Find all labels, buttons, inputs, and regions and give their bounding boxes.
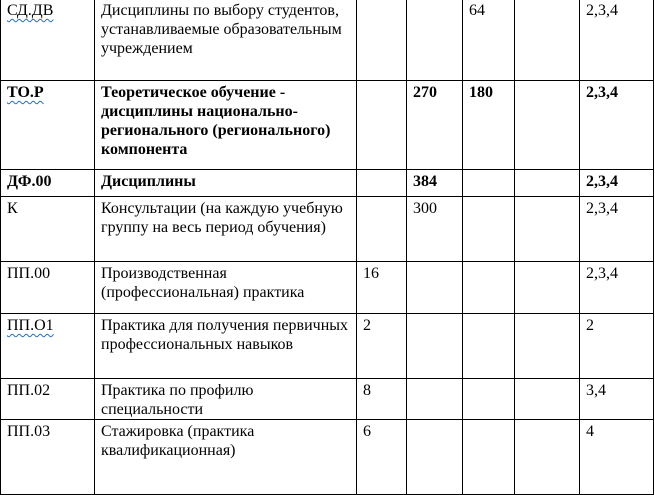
extra-cell — [515, 170, 580, 197]
practice-weeks-cell — [357, 170, 407, 197]
table-row — [1, 379, 654, 420]
semesters-cell: 2 — [580, 314, 654, 379]
table-row — [1, 262, 654, 314]
extra-cell — [515, 81, 580, 170]
code-cell: ПП.00 — [1, 262, 95, 314]
semesters-cell: 2,3,4 — [580, 170, 654, 197]
discipline-name-cell: Дисциплины по выбору студентов, устанавливаемые образовательным учреждением — [95, 0, 357, 81]
semesters-cell: 2,3,4 — [580, 197, 654, 262]
practice-weeks-cell — [357, 81, 407, 170]
extra-cell — [515, 0, 580, 81]
table-row — [1, 81, 654, 170]
extra-cell — [515, 262, 580, 314]
max-load-cell: 384 — [407, 170, 463, 197]
practice-weeks-cell — [357, 197, 407, 262]
extra-cell — [515, 197, 580, 262]
semesters-cell: 4 — [580, 420, 654, 495]
max-load-cell — [407, 262, 463, 314]
required-load-cell — [463, 262, 515, 314]
max-load-cell — [407, 0, 463, 81]
code-cell: СД.ДВ — [1, 0, 95, 81]
required-load-cell — [463, 197, 515, 262]
semesters-cell: 2,3,4 — [580, 262, 654, 314]
discipline-name-cell: Стажировка (практика квалификационная) — [95, 420, 357, 495]
required-load-cell — [463, 420, 515, 495]
code-cell: ПП.О1 — [1, 314, 95, 379]
required-load-cell — [463, 314, 515, 379]
required-load-cell: 64 — [463, 0, 515, 81]
extra-cell — [515, 379, 580, 420]
required-load-cell — [463, 170, 515, 197]
table-row — [1, 197, 654, 262]
discipline-name-cell: Практика для получения первичных профессиональных навыков — [95, 314, 357, 379]
semesters-cell: 2,3,4 — [580, 81, 654, 170]
discipline-name-cell: Практика по профилю специальности — [95, 379, 357, 420]
semesters-cell: 3,4 — [580, 379, 654, 420]
max-load-cell: 300 — [407, 197, 463, 262]
code-cell: ПП.03 — [1, 420, 95, 495]
discipline-name-cell: Производственная (профессиональная) практика — [95, 262, 357, 314]
max-load-cell: 270 — [407, 81, 463, 170]
semesters-cell: 2,3,4 — [580, 0, 654, 81]
discipline-name-cell: Дисциплины — [95, 170, 357, 197]
required-load-cell: 180 — [463, 81, 515, 170]
practice-weeks-cell: 2 — [357, 314, 407, 379]
practice-weeks-cell: 8 — [357, 379, 407, 420]
discipline-name-cell: Теоретическое обучение - дисциплины национально-регионального (регионального) компонента — [95, 81, 357, 170]
max-load-cell — [407, 379, 463, 420]
required-load-cell — [463, 379, 515, 420]
code-cell: ТО.Р — [1, 81, 95, 170]
code-cell: К — [1, 197, 95, 262]
extra-cell — [515, 420, 580, 495]
discipline-name-cell: Консультации (на каждую учебную группу на весь период обучения) — [95, 197, 357, 262]
table-row — [1, 420, 654, 495]
table-row — [1, 170, 654, 197]
extra-cell — [515, 314, 580, 379]
code-cell: ПП.02 — [1, 379, 95, 420]
code-cell: ДФ.00 — [1, 170, 95, 197]
max-load-cell — [407, 314, 463, 379]
practice-weeks-cell — [357, 0, 407, 81]
table-row — [1, 314, 654, 379]
practice-weeks-cell: 6 — [357, 420, 407, 495]
max-load-cell — [407, 420, 463, 495]
practice-weeks-cell: 16 — [357, 262, 407, 314]
table-row — [1, 0, 654, 81]
